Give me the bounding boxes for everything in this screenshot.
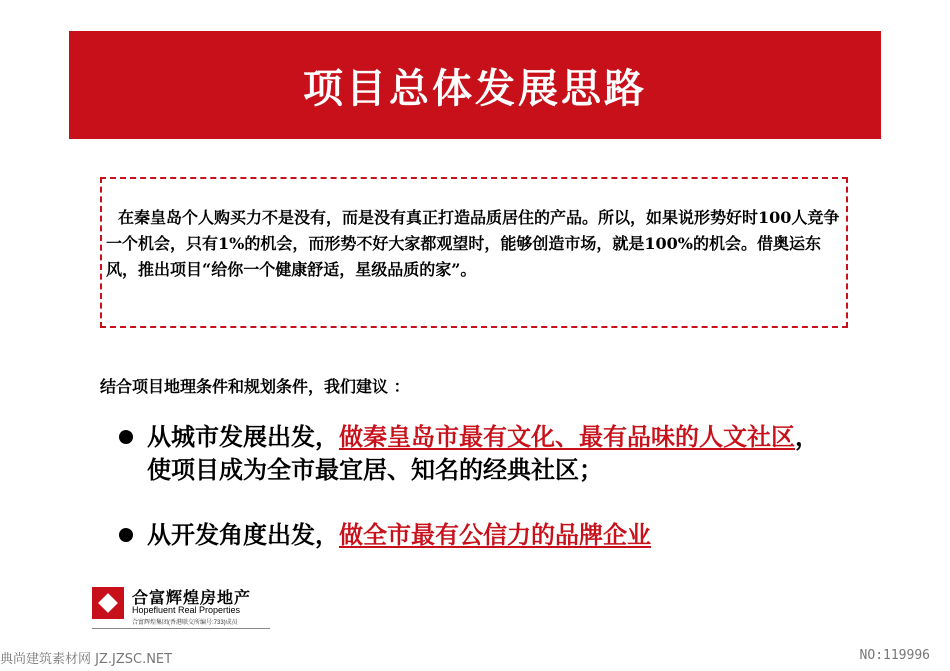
list-item (118, 518, 838, 551)
lead-text: 结合项目地理条件和规划条件，我们建议 ： (100, 377, 410, 396)
bullet-icon (119, 528, 133, 542)
bullet-tail: ，使项目成为全市最宜居、知名的经典社区； (147, 422, 819, 484)
bullet-plain: 从城市发展出发， (147, 422, 339, 451)
logo-mark-icon (92, 587, 124, 619)
list-item (118, 420, 838, 486)
logo-divider (92, 628, 270, 629)
bullet-highlight: 做全市最有公信力的品牌企业 (339, 520, 651, 549)
watermark-site: 典尚建筑素材网 JZ.JZSC.NET (0, 652, 173, 667)
watermark-number: NO:119996 (859, 648, 930, 663)
bullet-plain: 从开发角度出发， (147, 520, 339, 549)
suggestion-list (118, 420, 838, 551)
intro-text: 在秦皇岛个人购买力不是没有，而是没有真正打造品质居住的产品。所以，如果说形势好时100人竞争一个机会，只有1%的机会，而形势不好大家都观望时，能够创造市场，就是100%的机会。借奥运东风，推出项目“给你一个健康舒适，星级品质的家”。 (106, 208, 840, 279)
title-banner (69, 31, 881, 139)
logo-name: 合富辉煌房地产 (132, 588, 252, 607)
logo-english-name: Hopefluent Real Properties (132, 605, 241, 615)
bullet-highlight: 做秦皇岛市最有文化、最有品味的人文社区 (339, 422, 795, 451)
company-logo (92, 583, 270, 631)
page-title: 项目总体发展思路 (303, 65, 647, 112)
logo-subtitle: 合富辉煌集团(香港联交所编号:733)成员 (132, 620, 238, 626)
intro-box (100, 177, 848, 328)
bullet-icon (119, 430, 133, 444)
